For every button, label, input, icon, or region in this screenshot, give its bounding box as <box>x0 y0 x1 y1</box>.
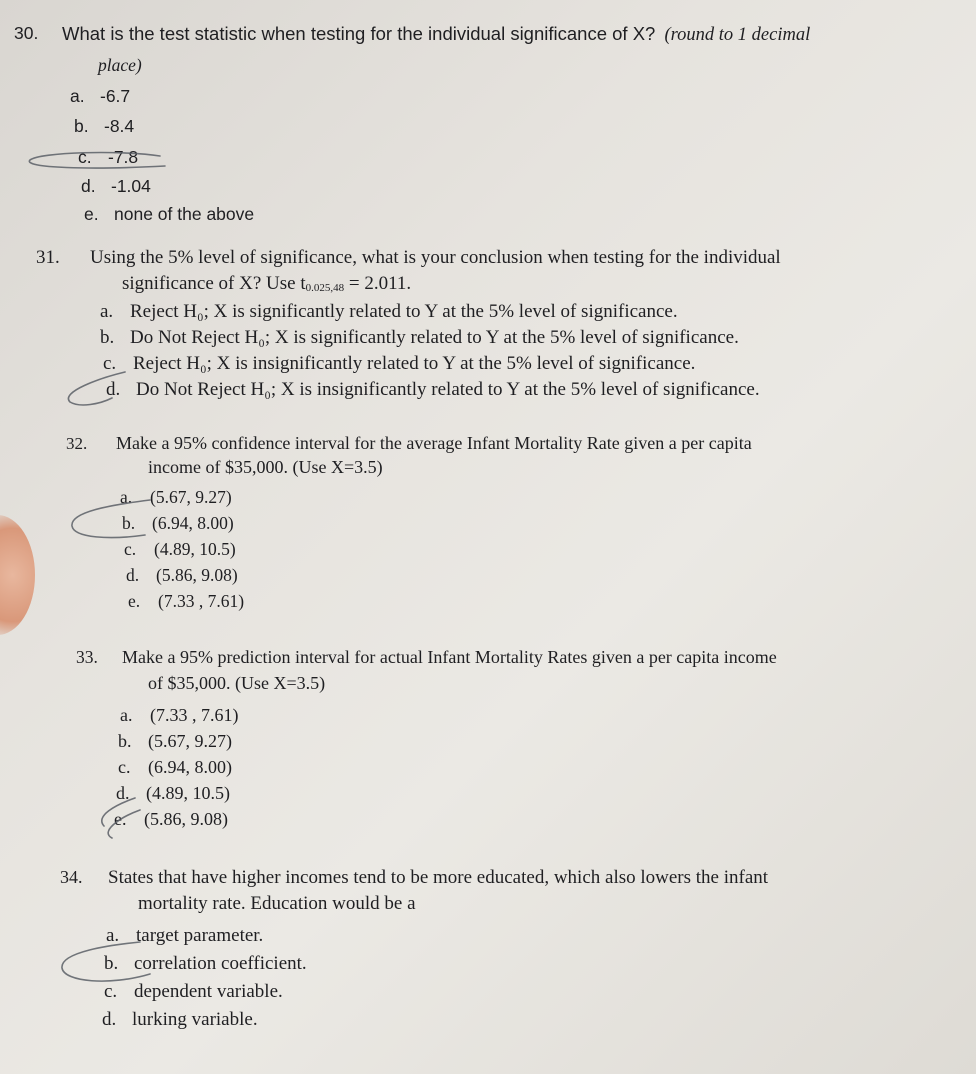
question-text: States that have higher incomes tend to be more educated, which also lowers the infant <box>108 867 769 888</box>
question-number: 32. <box>66 434 88 453</box>
option-a[interactable]: a. (7.33 , 7.61) <box>120 705 239 725</box>
option-d[interactable]: d. (5.86, 9.08) <box>126 565 238 585</box>
option-c[interactable]: c. (4.89, 10.5) <box>124 539 236 559</box>
option-b[interactable]: b. (6.94, 8.00) <box>122 513 234 533</box>
question-text: Make a 95% confidence interval for the average Infant Mortality Rate given a per capita <box>116 433 752 453</box>
thumb-in-photo <box>0 515 35 635</box>
question-note-cont: place) <box>98 55 142 75</box>
option-a[interactable]: a. (5.67, 9.27) <box>120 487 232 507</box>
option-e[interactable]: e. (5.86, 9.08) <box>114 809 228 829</box>
option-a[interactable]: a. Reject H₀; X is significantly related to Y at the 5% level of significance. <box>100 301 678 322</box>
option-c[interactable]: c. -7.8 <box>78 147 139 167</box>
option-d[interactable]: d. (4.89, 10.5) <box>116 783 230 803</box>
option-c[interactable]: c. (6.94, 8.00) <box>118 757 232 777</box>
question-text-cont: mortality rate. Education would be a <box>138 893 416 914</box>
question-text-cont: income of $35,000. (Use X=3.5) <box>148 457 383 477</box>
option-d[interactable]: d. Do Not Reject H₀; X is insignificantly related to Y at the 5% level of significance. <box>106 379 760 400</box>
question-number: 34. <box>60 867 83 887</box>
option-a[interactable]: a. -6.7 <box>70 86 131 106</box>
question-note: (round to 1 decimal <box>664 25 811 45</box>
option-b[interactable]: b. -8.4 <box>74 116 135 136</box>
option-e[interactable]: e. none of the above <box>84 204 255 224</box>
option-b[interactable]: b. (5.67, 9.27) <box>118 731 232 751</box>
question-number: 31. <box>36 247 60 268</box>
question-text: Using the 5% level of significance, what is your conclusion when testing for the individual <box>90 247 781 268</box>
question-text-cont: of $35,000. (Use X=3.5) <box>148 673 326 693</box>
question-text: What is the test statistic when testing for the individual significance of X? <box>62 23 656 44</box>
option-c[interactable]: c. dependent variable. <box>104 981 283 1002</box>
option-d[interactable]: d. lurking variable. <box>102 1009 258 1030</box>
question-text-cont: significance of X? Use t0.025,48 = 2.011. <box>122 273 412 294</box>
option-b[interactable]: b. Do Not Reject H₀; X is significantly related to Y at the 5% level of significance. <box>100 327 739 348</box>
question-number: 30. <box>14 23 39 43</box>
question-number: 33. <box>76 647 98 667</box>
option-a[interactable]: a. target parameter. <box>106 925 264 946</box>
option-d[interactable]: d. -1.04 <box>81 176 151 196</box>
question-text: Make a 95% prediction interval for actual Infant Mortality Rates given a per capita income <box>122 647 777 667</box>
option-e[interactable]: e. (7.33 , 7.61) <box>128 591 245 611</box>
option-c[interactable]: c. Reject H₀; X is insignificantly related to Y at the 5% level of significance. <box>103 353 696 374</box>
option-b[interactable]: b. correlation coefficient. <box>104 953 307 974</box>
